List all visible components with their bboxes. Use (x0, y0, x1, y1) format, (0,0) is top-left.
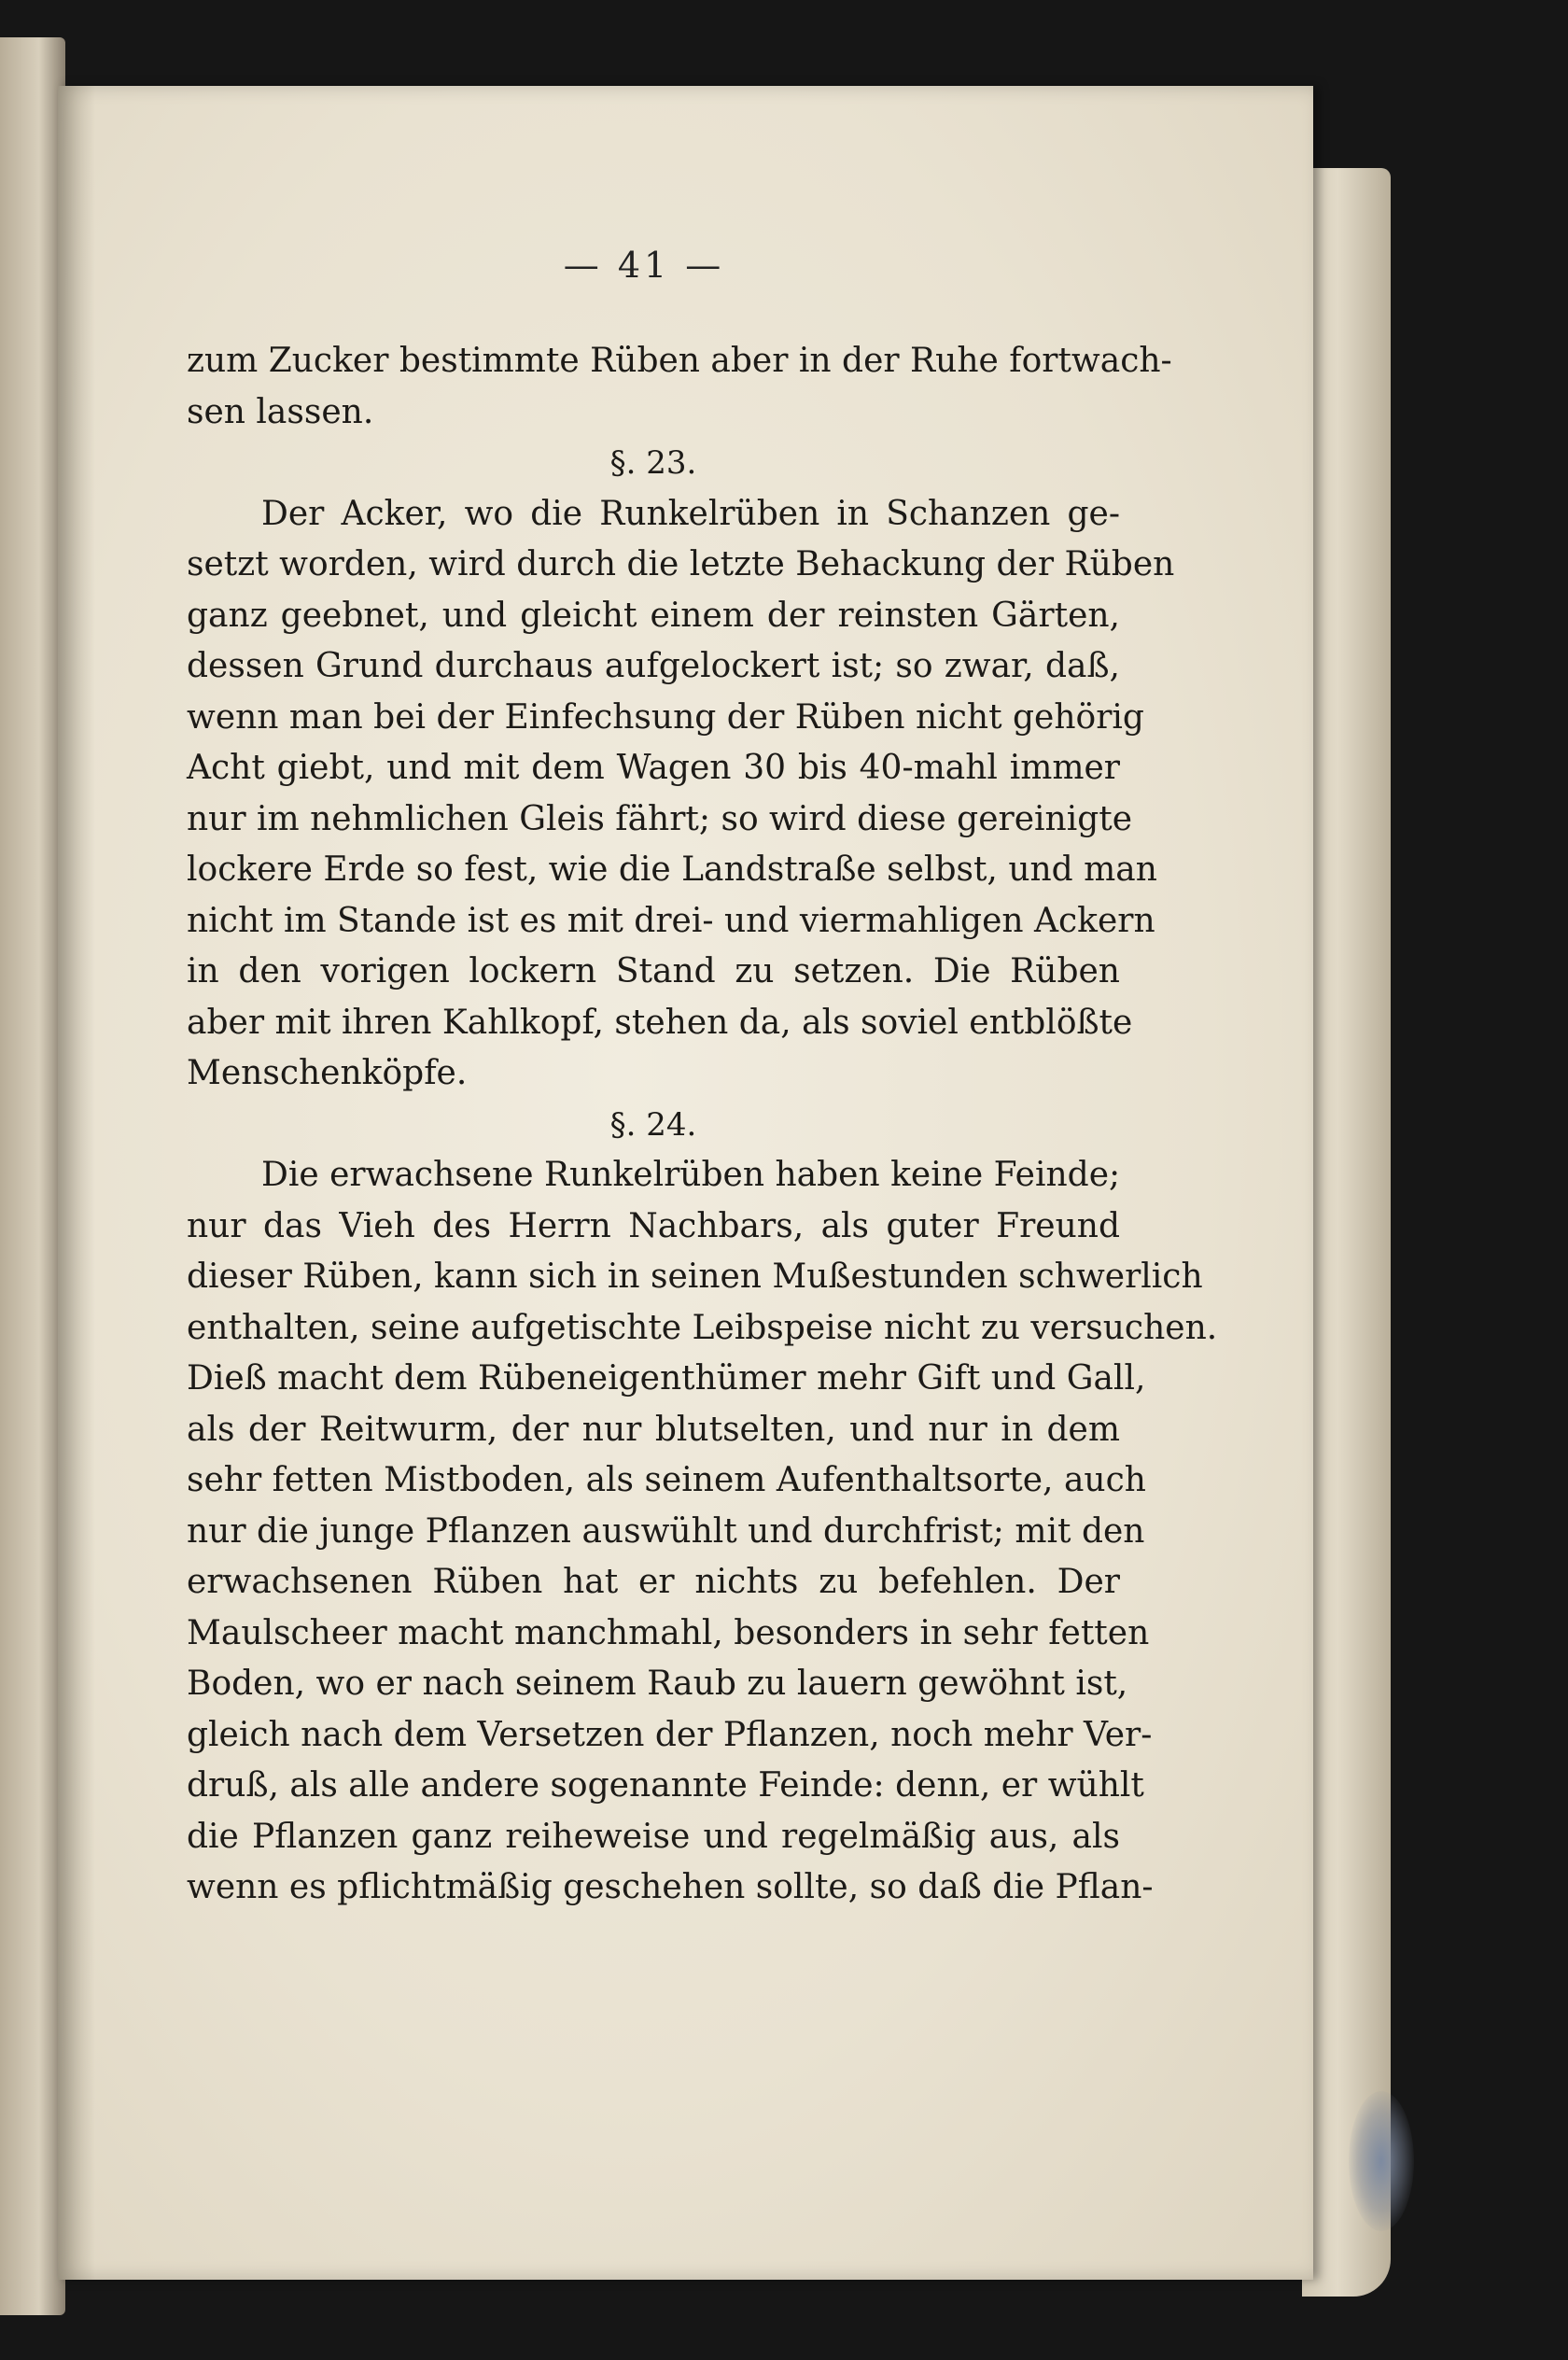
left-page-edge (0, 37, 65, 2315)
page-body (187, 336, 1218, 1914)
text-line: sehr fetten Mistboden, als seinem Aufenthaltsorte, auch (187, 1461, 1146, 1499)
text-line: druß, als alle andere sogenannte Feinde: denn, er wühlt (187, 1766, 1144, 1805)
text-line: aber mit ihren Kahlkopf, stehen da, als soviel entblößte (187, 1003, 1133, 1042)
page-gutter-shadow (58, 86, 95, 2280)
text-line: die Pflanzen ganz reiheweise und regelmäßig aus, als (187, 1817, 1120, 1856)
text-line: nur im nehmlichen Gleis fährt; so wird diese gereinigte (187, 799, 1133, 838)
text-line: Maulscheer macht manchmahl, besonders in sehr fetten (187, 1613, 1150, 1652)
text-line: Menschenköpfe. (187, 1054, 468, 1092)
text-line: erwachsenen Rüben hat er nichts zu befehlen. Der (187, 1563, 1120, 1601)
text-line: Die erwachsene Runkelrüben haben keine Feinde; (261, 1156, 1121, 1194)
text-line: nicht im Stande ist es mit drei- und viermahligen Ackern (187, 901, 1155, 940)
section-heading: §. 24. (609, 1105, 697, 1144)
page-stack-edge (1302, 168, 1391, 2297)
page-stain (1349, 2091, 1414, 2231)
text-line: Boden, wo er nach seinem Raub zu lauern gewöhnt ist, (187, 1665, 1128, 1703)
text-line: enthalten, seine aufgetischte Leibspeise nicht zu versuchen. (187, 1308, 1218, 1347)
text-line: Der Acker, wo die Runkelrüben in Schanzen ge- (261, 494, 1120, 533)
text-line: nur das Vieh des Herrn Nachbars, als guter Freund (187, 1206, 1120, 1245)
text-line: Acht giebt, und mit dem Wagen 30 bis 40-mahl immer (187, 749, 1120, 787)
text-line: als der Reitwurm, der nur blutselten, und nur in dem (187, 1410, 1120, 1449)
text-line: lockere Erde so fest, wie die Landstraße selbst, und man (187, 850, 1157, 889)
text-line: gleich nach dem Versetzen der Pflanzen, noch mehr Ver- (187, 1715, 1153, 1754)
text-line: in den vorigen lockern Stand zu setzen. Die Rüben (187, 952, 1120, 990)
text-line: dieser Rüben, kann sich in seinen Mußestunden schwerlich (187, 1257, 1203, 1296)
text-line: ganz geebnet, und gleicht einem der reinsten Gärten, (187, 596, 1120, 635)
text-line: sen lassen. (187, 392, 374, 431)
section-heading: §. 23. (609, 444, 697, 482)
text-line: setzt worden, wird durch die letzte Behackung der Rüben (187, 545, 1175, 583)
text-line: zum Zucker bestimmte Rüben aber in der Ruhe fortwach- (187, 342, 1172, 380)
page-number-header: — 41 — (563, 245, 725, 286)
text-line: Dieß macht dem Rübeneigenthümer mehr Gift und Gall, (187, 1359, 1146, 1398)
text-line: wenn man bei der Einfechsung der Rüben nicht gehörig (187, 697, 1144, 737)
text-line: dessen Grund durchaus aufgelockert ist; so zwar, daß, (187, 647, 1120, 685)
text-line: nur die junge Pflanzen auswühlt und durchfrist; mit den (187, 1511, 1145, 1551)
text-line: wenn es pflichtmäßig geschehen sollte, so daß die Pflan- (187, 1868, 1154, 1906)
